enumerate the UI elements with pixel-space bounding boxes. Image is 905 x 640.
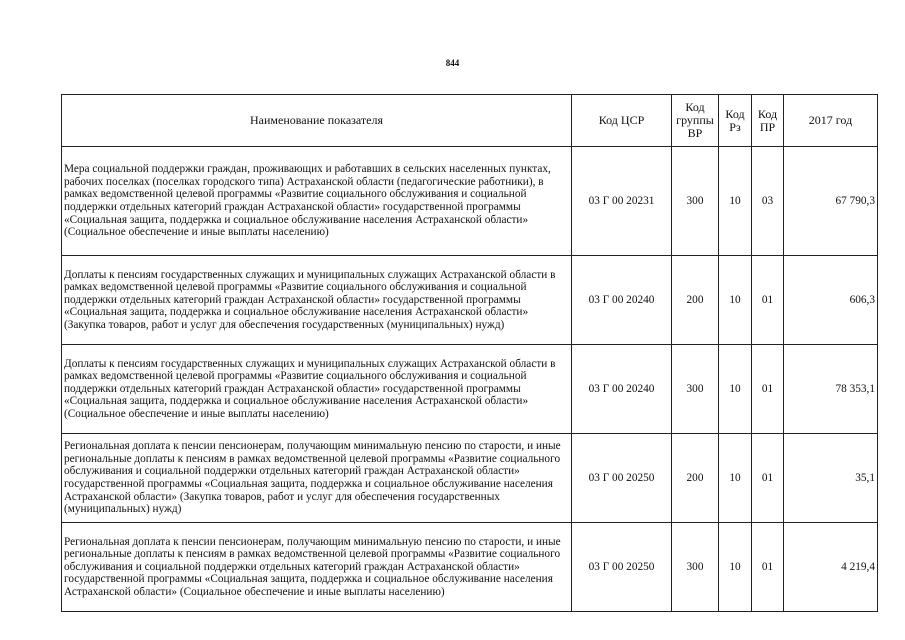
header-rz-code: Код Рз: [719, 95, 752, 147]
row-pr-code: 01: [752, 256, 784, 345]
row-amount: 35,1: [784, 434, 878, 523]
row-vr-code: 300: [672, 523, 719, 612]
row-name: Доплаты к пенсиям государственных служащих и муниципальных служащих Астраханской области в рамках ведомственной целевой программы «Развитие социального обслуживания и социальной поддержки отдельных категорий граждан Астраханской области» государственной программы «Социальная защита, поддержка и социальное обслуживание населения Астраханской области» (Социальное обеспечение и иные выплаты населению): [62, 345, 572, 434]
row-pr-code: 01: [752, 345, 784, 434]
row-csr-code: 03 Г 00 20240: [572, 256, 672, 345]
row-pr-code: 03: [752, 147, 784, 256]
row-name: Региональная доплата к пенсии пенсионерам, получающим минимальную пенсию по старости, и иные региональные доплаты к пенсиям в рамках ведомственной целевой программы «Развитие социального обслуживания и социальной поддержки отдельных категорий граждан Астраханской области» государственной программы «Социальная защита, поддержка и социальное обслуживание населения Астраханской области» (Социальное обеспечение и иные выплаты населению): [62, 523, 572, 612]
row-rz-code: 10: [719, 147, 752, 256]
table-row: [62, 523, 878, 612]
row-pr-code: 01: [752, 523, 784, 612]
header-year-2017: 2017 год: [784, 95, 878, 147]
row-vr-code: 200: [672, 256, 719, 345]
row-csr-code: 03 Г 00 20250: [572, 523, 672, 612]
row-csr-code: 03 Г 00 20250: [572, 434, 672, 523]
row-csr-code: 03 Г 00 20231: [572, 147, 672, 256]
row-amount: 606,3: [784, 256, 878, 345]
header-vr-group-code: Код группы ВР: [672, 95, 719, 147]
row-name: Региональная доплата к пенсии пенсионерам, получающим минимальную пенсию по старости, и иные региональные доплаты к пенсиям в рамках ведомственной целевой программы «Развитие социального обслуживания и социальной поддержки отдельных категорий граждан Астраханской области» государственной программы «Социальная защита, поддержка и социальное обслуживание населения Астраханской области» (Закупка товаров, работ и услуг для обеспечения государственных (муниципальных) нужд): [62, 434, 572, 523]
page-number: 844: [445, 58, 460, 68]
row-vr-code: 300: [672, 345, 719, 434]
row-pr-code: 01: [752, 434, 784, 523]
row-rz-code: 10: [719, 434, 752, 523]
header-name: Наименование показателя: [62, 95, 572, 147]
table-row: [62, 345, 878, 434]
row-vr-code: 200: [672, 434, 719, 523]
table-row: [62, 147, 878, 256]
row-amount: 4 219,4: [784, 523, 878, 612]
row-rz-code: 10: [719, 345, 752, 434]
row-amount: 67 790,3: [784, 147, 878, 256]
row-name: Мера социальной поддержки граждан, проживающих и работавших в сельских населенных пунктах, рабочих поселках (поселках городского типа) Астраханской области (педагогические работники), в рамках ведомственной целевой программы «Развитие социального обслуживания и социальной поддержки отдельных категорий граждан Астраханской области» государственной программы «Социальная защита, поддержка и социальное обслуживание населения Астраханской области» (Социальное обеспечение и иные выплаты населению): [62, 147, 572, 256]
table-header-row: [62, 95, 878, 147]
header-csr-code: Код ЦСР: [572, 95, 672, 147]
budget-table: [61, 94, 878, 612]
row-vr-code: 300: [672, 147, 719, 256]
row-rz-code: 10: [719, 256, 752, 345]
header-pr-code: Код ПР: [752, 95, 784, 147]
row-name: Доплаты к пенсиям государственных служащих и муниципальных служащих Астраханской области в рамках ведомственной целевой программы «Развитие социального обслуживания и социальной поддержки отдельных категорий граждан Астраханской области» государственной программы «Социальная защита, поддержка и социальное обслуживание населения Астраханской области» (Закупка товаров, работ и услуг для обеспечения государственных (муниципальных) нужд): [62, 256, 572, 345]
table-row: [62, 434, 878, 523]
row-rz-code: 10: [719, 523, 752, 612]
row-csr-code: 03 Г 00 20240: [572, 345, 672, 434]
table-row: [62, 256, 878, 345]
row-amount: 78 353,1: [784, 345, 878, 434]
